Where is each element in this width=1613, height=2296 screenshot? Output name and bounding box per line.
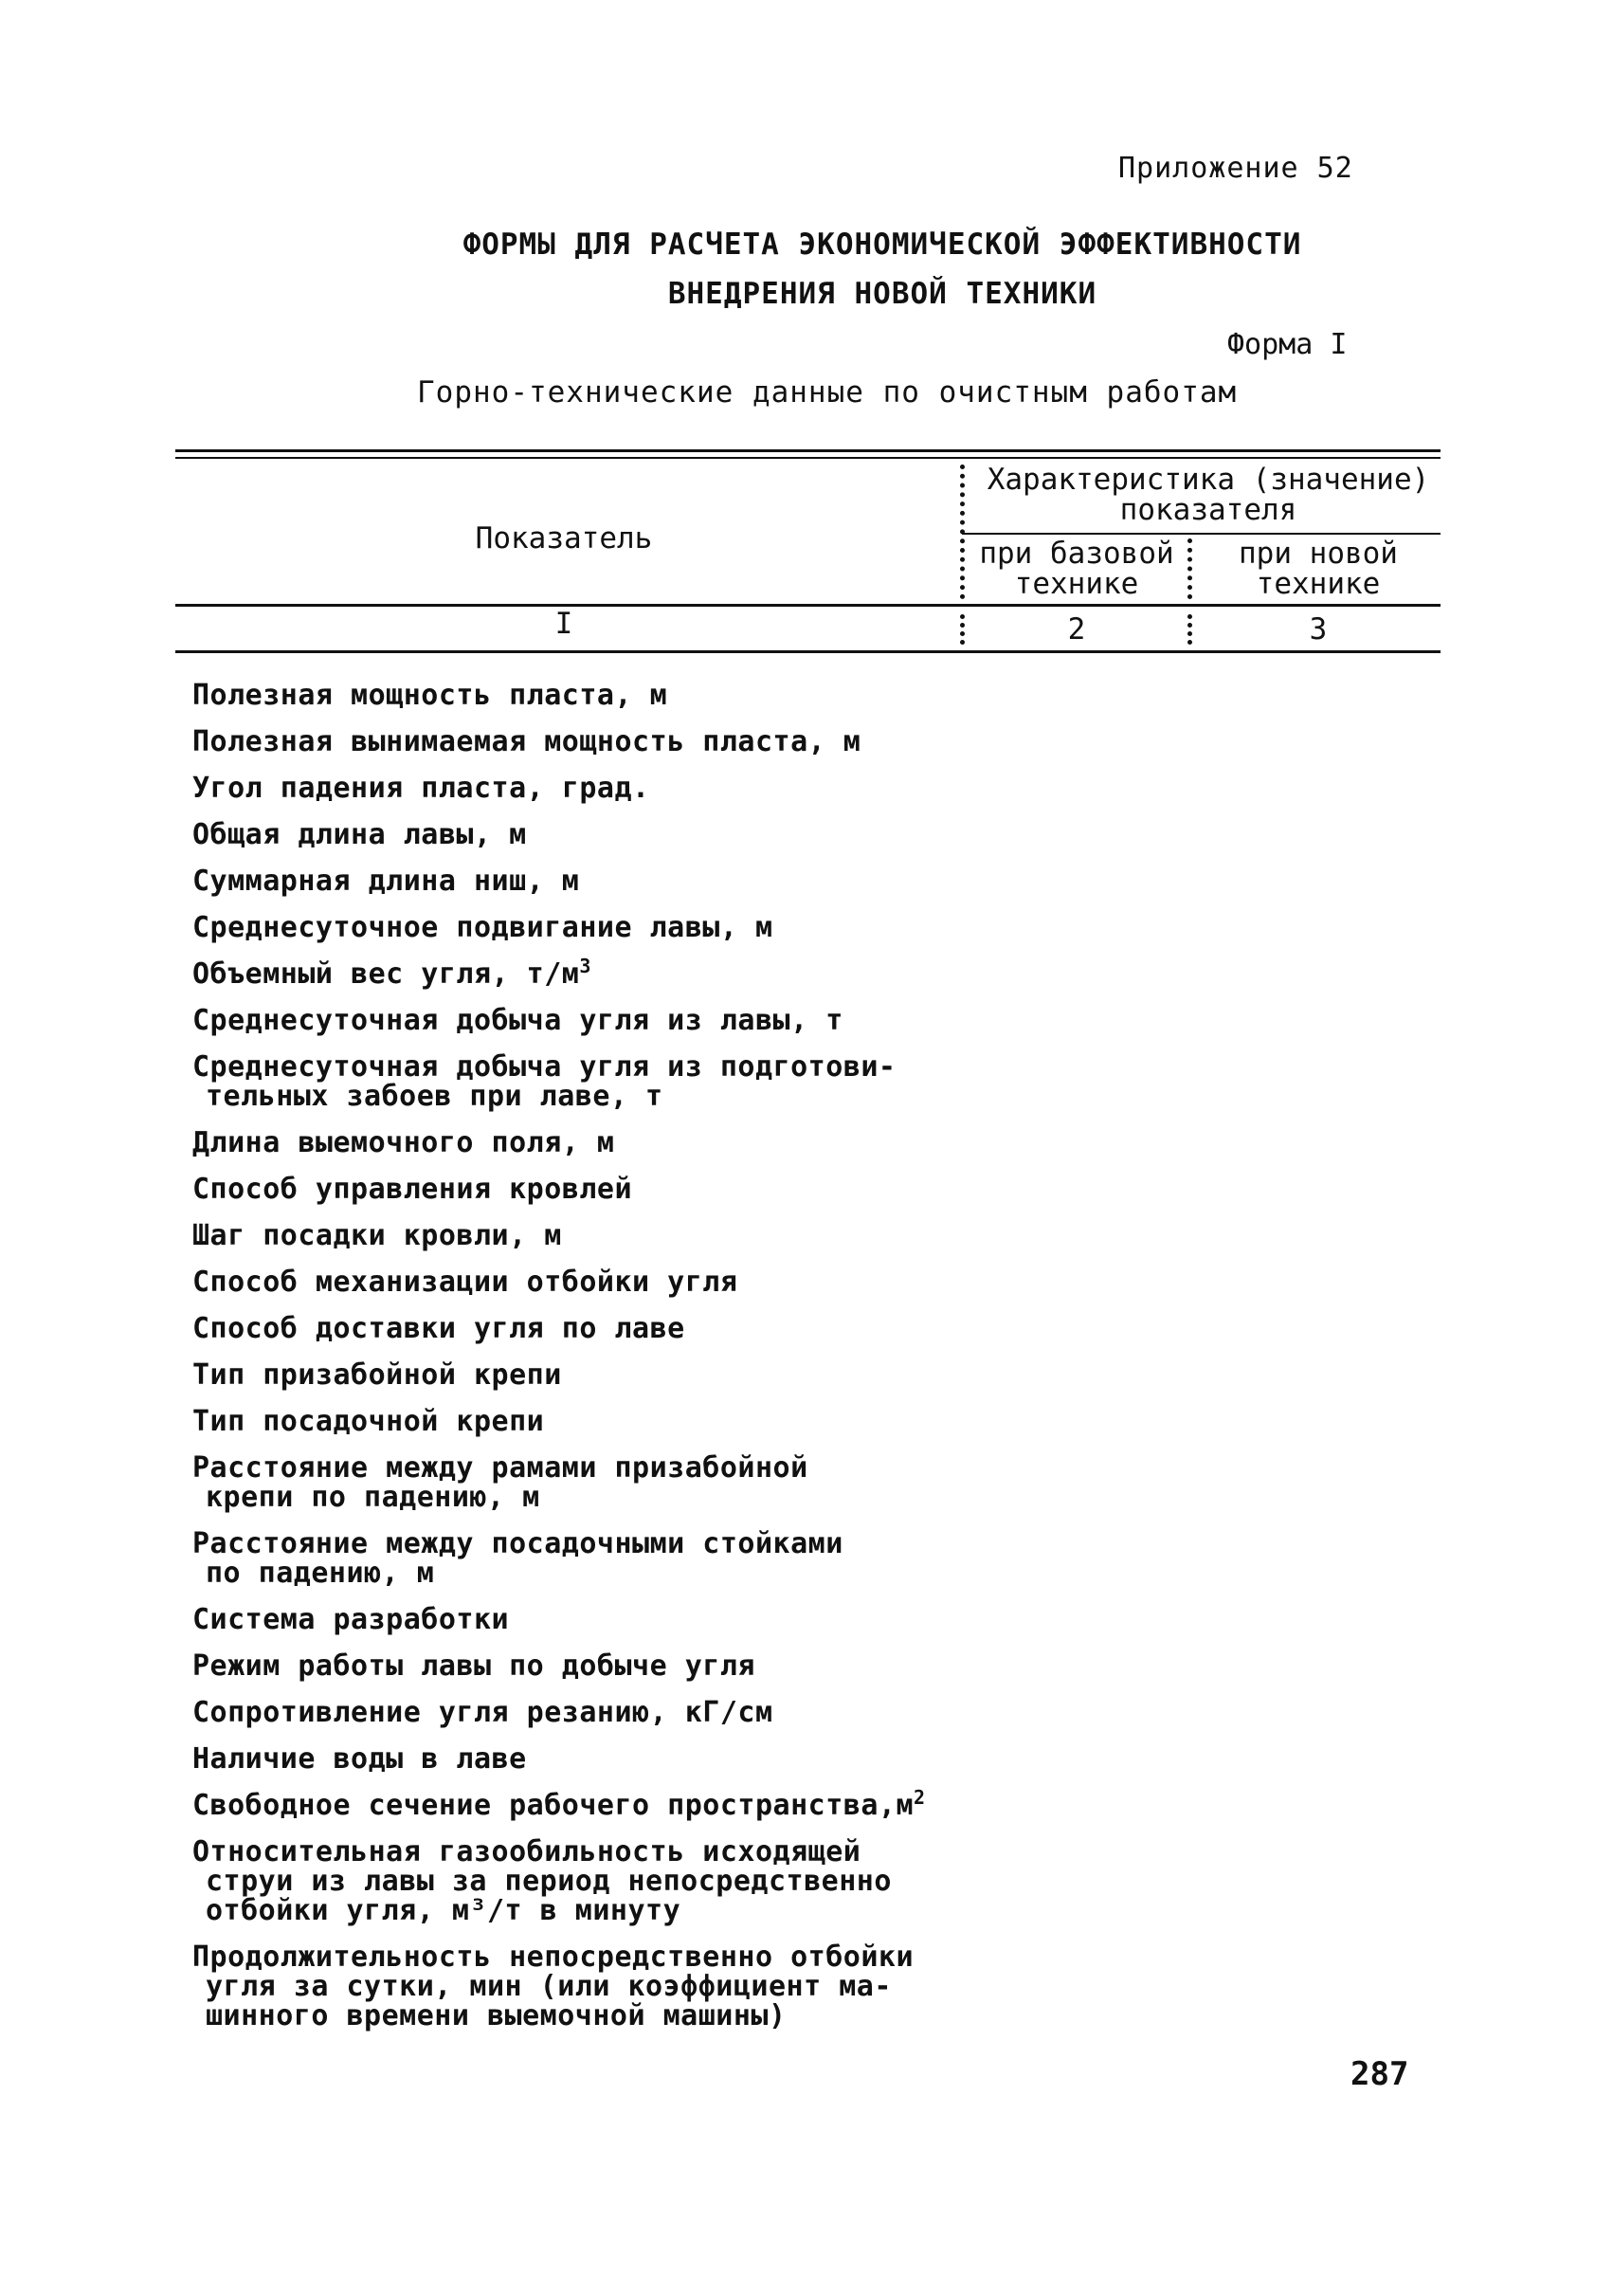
row-label-continuation: струи из лавы за период непосредственно отбойки угля, м³/т в минуту [206, 1865, 892, 1927]
table-row [192, 1052, 1235, 1111]
row-label: Среднесуточная добыча угля из лавы, т [192, 1004, 843, 1037]
column-number: 2 [1067, 612, 1086, 647]
row-label: Среднесуточная добыча угля из подготови- [192, 1050, 897, 1084]
row-label: Объемный вес угля, т/м [192, 957, 580, 991]
row-label: Режим работы лавы по добыче угля [192, 1649, 755, 1683]
table-row [192, 1605, 1235, 1634]
group-header-line-2: показателя [1119, 493, 1297, 527]
row-superscript: 3 [579, 955, 591, 977]
row-label-continuation: по падению, м [206, 1557, 435, 1590]
row-label-continuation: крепи по падению, м [206, 1481, 540, 1514]
row-label: Полезная мощность пласта, м [192, 679, 668, 712]
document-title-line-2: ВНЕДРЕНИЯ НОВОЙ ТЕХНИКИ [667, 277, 1097, 311]
table-row [192, 1651, 1235, 1681]
appendix-label: Приложение 52 [1118, 152, 1353, 185]
indicator-list [192, 681, 1235, 2048]
row-superscript: 2 [914, 1786, 926, 1809]
column-header-base-tech [969, 538, 1185, 599]
row-label: Суммарная длина ниш, м [192, 865, 580, 898]
row-label: Наличие воды в лаве [192, 1742, 527, 1776]
column-header-indicator: Показатель [475, 521, 653, 556]
table-row [192, 1453, 1235, 1512]
col3-header-line-1: при новой [1239, 537, 1398, 571]
row-label: Общая длина лавы, м [192, 818, 527, 851]
row-label: Расстояние между посадочными стойками [192, 1527, 843, 1560]
table-row [192, 1529, 1235, 1588]
table-row [192, 1786, 1235, 1822]
table-row [192, 1698, 1235, 1727]
table-row [192, 1128, 1235, 1157]
row-label: Система разработки [192, 1603, 510, 1636]
header-subgroup-rule [962, 533, 1441, 535]
table-row [192, 1006, 1235, 1035]
header-bottom-rule [175, 604, 1441, 607]
row-label: Расстояние между рамами призабойной [192, 1451, 808, 1485]
row-label: Угол падения пласта, град. [192, 772, 650, 805]
table-top-rule-inner [175, 457, 1441, 459]
table-row [192, 1407, 1235, 1436]
table-row [192, 681, 1235, 710]
row-label: Способ управления кровлей [192, 1173, 633, 1206]
table-row [192, 727, 1235, 756]
table-row [192, 1942, 1235, 2031]
column-separator [1187, 614, 1192, 645]
form-label: Форма I [1227, 328, 1348, 361]
row-label: Тип призабойной крепи [192, 1358, 562, 1392]
group-header-line-1: Характеристика (значение) [987, 463, 1430, 497]
column-number-rule [175, 650, 1441, 653]
table-row [192, 1267, 1235, 1297]
table-row [192, 774, 1235, 803]
table-row [192, 955, 1235, 991]
row-label: Продолжительность непосредственно отбойки [192, 1941, 915, 1974]
col2-header-line-2: технике [1014, 567, 1139, 601]
column-number: 3 [1309, 612, 1328, 647]
table-row [192, 1360, 1235, 1390]
table-row [192, 1314, 1235, 1343]
table-row [192, 1221, 1235, 1250]
table-subtitle: Горно-технические данные по очистным работам [417, 375, 1238, 410]
row-label-continuation: тельных забоев при лаве, т [206, 1080, 663, 1113]
document-title-line-1: ФОРМЫ ДЛЯ РАСЧЕТА ЭКОНОМИЧЕСКОЙ ЭФФЕКТИВНОСТИ [462, 228, 1302, 262]
column-separator [1187, 538, 1192, 599]
table-row [192, 1837, 1235, 1925]
row-label: Относительная газообильность исходящей [192, 1835, 861, 1868]
row-label: Среднесуточное подвигание лавы, м [192, 911, 773, 944]
column-separator [960, 614, 965, 645]
row-label: Способ доставки угля по лаве [192, 1312, 685, 1345]
row-label: Полезная вынимаемая мощность пласта, м [192, 725, 861, 758]
column-group-header [976, 465, 1441, 525]
column-header-new-tech [1196, 538, 1441, 599]
col2-header-line-1: при базовой [979, 537, 1174, 571]
table-row [192, 866, 1235, 896]
row-label-continuation: угля за сутки, мин (или коэффициент ма- шинного времени выемочной машины) [206, 1970, 892, 2032]
table-row [192, 1175, 1235, 1204]
table-row [192, 1744, 1235, 1774]
row-label: Длина выемочного поля, м [192, 1126, 615, 1159]
row-label: Свободное сечение рабочего пространства,м [192, 1789, 915, 1822]
table-row [192, 820, 1235, 849]
column-number: I [554, 607, 573, 641]
row-label: Шаг посадки кровли, м [192, 1219, 562, 1252]
col3-header-line-2: технике [1256, 567, 1381, 601]
row-label: Способ механизации отбойки угля [192, 1266, 738, 1299]
row-label: Тип посадочной крепи [192, 1405, 545, 1438]
table-row [192, 913, 1235, 942]
column-separator [960, 465, 965, 599]
page-number: 287 [1350, 2055, 1409, 2093]
row-label: Сопротивление угля резанию, кГ/см [192, 1696, 773, 1729]
table-top-rule [175, 449, 1441, 452]
